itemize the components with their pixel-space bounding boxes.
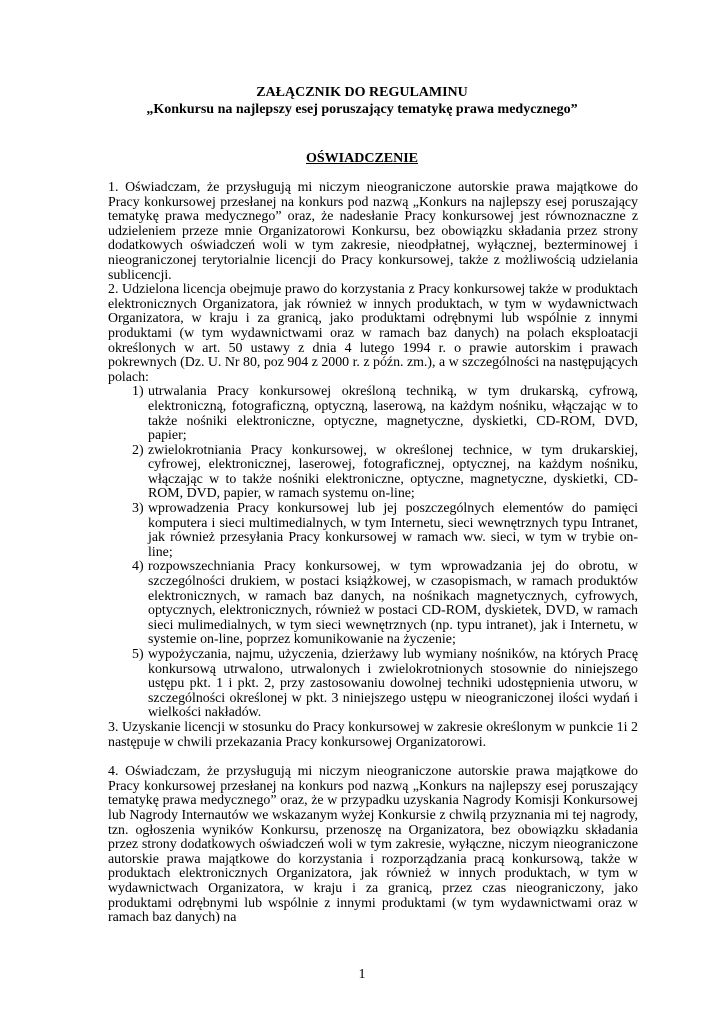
list-item — [108, 648, 638, 721]
list-item — [108, 560, 638, 648]
statement-heading: OŚWIADCZENIE — [305, 151, 419, 166]
list-item-text: wprowadzenia Pracy konkursowej lub jej poszczególnych elementów do pamięci komputera i sieci multimedialnych, w tym Internetu, sieci wewnętrznych typu Intranet, jak również przesyłania Pracy konkursowej w ramach ww. sieci, w tym w trybie on-line; — [148, 501, 638, 560]
contest-title: „Konkursu na najlepszy esej poruszający tematykę prawa medycznego” — [146, 102, 578, 117]
paragraph-1: 1. Oświadczam, że przysługują mi niczym nieograniczone autorskie prawa majątkowe do Pracy konkursowej przesłanej na konkurs pod nazwą „Konkurs na najlepszy esej poruszający tematykę prawa medycznego” oraz, że nadesłanie Pracy konkursowej jest równoznaczne z udzieleniem przeze mnie Organizatorowi Konkursu, bez obowiązku składania przez strony dodatkowych oświadczeń woli w tym zakresie, nieodpłatnej, wyłącznej, bezterminowej i nieograniczonej terytorialnie licencji do Pracy konkursowej, także z możliwością udzielania sublicencji. — [108, 180, 638, 283]
list-item-text: utrwalania Pracy konkursowej określoną techniką, w tym drukarską, cyfrową, elektroniczną, fotograficzną, optyczną, laserową, na każdym nośniku, włączając w to także nośniki elektroniczne, optyczne, magnetyczne, dyskietki, CD-ROM, DVD, papier; — [148, 384, 638, 444]
list-item-number: 2) — [132, 442, 144, 458]
paragraph-spacer — [108, 750, 638, 765]
list-item-text: rozpowszechniania Pracy konkursowej, w tym wprowadzania jej do obrotu, w szczególności drukiem, w postaci książkowej, w czasopismach, w ramach produktów elektronicznych, w ramach baz danych, na nośnikach magnetycznych, cyfrowych, optycznych, elektronicznych, również w postaci CD-ROM, dyskietek, DVD, w ramach sieci mulimedialnych, w tym sieci wewnętrznych (np. typu intranet), jak i Internetu, w systemie on-line, poprzez komunikowanie na życzenie; — [148, 559, 638, 648]
annex-title: ZAŁĄCZNIK DO REGULAMINU — [256, 85, 468, 100]
list-item — [108, 444, 638, 502]
paragraph-2: 2. Udzielona licencja obejmuje prawo do korzystania z Pracy konkursowej także w produktach elektronicznych Organizatora, jak również w innych produktach, w tym w wydawnictwach Organizatora, w kraju i za granicą, jako produktami odrębnymi lub wspólnie z innymi produktami (w tym wydawnictwami oraz w ramach baz danych) na polach eksploatacji określonych w art. 50 ustawy z dnia 4 lutego 1994 r. o prawie autorskim i prawach pokrewnych (Dz. U. Nr 80, poz 904 z 2000 r. z późn. zm.), a w szczególności na następujących polach: — [108, 282, 638, 385]
list-item-number: 1) — [132, 384, 144, 400]
list-item — [108, 502, 638, 560]
paragraph-3: 3. Uzyskanie licencji w stosunku do Pracy konkursowej w zakresie określonym w punkcie 1i 2 następuje w chwili przekazania Pracy konkursowej Organizatorowi. — [108, 719, 638, 750]
list-item-text: wypożyczania, najmu, użyczenia, dzierżawy lub wymiany nośników, na których Pracę konkursową utrwalono, utrwalonych i zwielokrotnionych stosownie do niniejszego ustępu pkt. 1 i pkt. 2, przy zastosowaniu dowolnej techniki udostępnienia utworu, w szczególności określonej w pkt. 3 niniejszego ustępu w nieograniczonej ilości wydań i wielkości nakładów. — [148, 647, 638, 721]
list-item-number: 4) — [132, 559, 144, 575]
paragraph-4: 4. Oświadczam, że przysługują mi niczym nieograniczone autorskie prawa majątkowe do Pracy konkursowej przesłanej na konkurs pod nazwą „Konkurs na najlepszy esej poruszający tematykę prawa medycznego” oraz, że w przypadku uzyskania Nagrody Komisji Konkursowej lub Nagrody Internautów we wskazanym wyżej Konkursie z chwilą przyznania mi tej nagrody, tzn. ogłoszenia wyników Konkursu, przenoszę na Organizatora, bez obowiązku składania przez strony dodatkowych oświadczeń woli w tym zakresie, wyłączne, niczym nieograniczone autorskie prawa majątkowe do korzystania i rozporządzania pracą konkursową, także w produktach elektronicznych Organizatora, jak również w innych produktach, w tym w wydawnictwach Organizatora, w kraju i za granicą, przez czas nieograniczony, jako produktami odrębnymi lub wspólnie z innymi produktami (w tym wydawnictwami oraz w ramach baz danych) na — [108, 764, 638, 926]
list-item-text: zwielokrotniania Pracy konkursowej, w określonej technice, w tym drukarskiej, cyfrowej, elektronicznej, laserowej, fotograficznej, optycznej, na każdym nośniku, włączając w to także nośniki elektroniczne, optyczne, magnetyczne, dyskietki, CD-ROM, DVD, papier, w ramach systemu on-line; — [148, 442, 638, 502]
list-item — [108, 385, 638, 443]
document-body — [108, 181, 638, 926]
list-item-number: 5) — [132, 647, 144, 662]
page-number: 1 — [358, 967, 366, 982]
list-item-number: 3) — [132, 501, 144, 517]
exploitation-fields-list — [108, 385, 638, 721]
